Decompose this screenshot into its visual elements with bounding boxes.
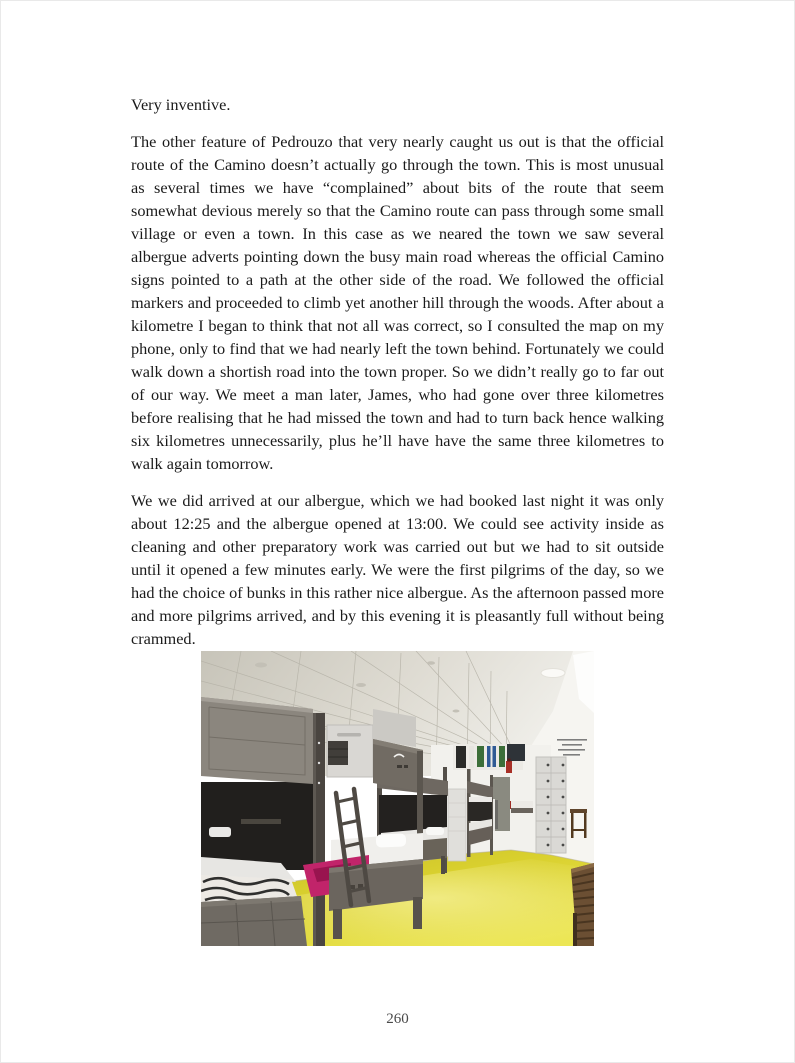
albergue-photo-scene	[201, 651, 594, 946]
paragraph-3: We we did arrived at our albergue, which we had booked last night it was only about 12:25 and the albergue opened at 13:00. We could see activity inside as cleaning and other preparatory work was carried out but we had to sit outside until it opened a few minutes early. We were the first pilgrims of the day, so we had the choice of bunks in this rather nice albergue. As the afternoon passed more and more pilgrims arrived, and by this evening it is pleasantly full without being crammed.	[131, 491, 664, 648]
paragraph-2: The other feature of Pedrouzo that very nearly caught us out is that the official route of the Camino doesn’t actually go through the town. This is most unusual as several times we have “complained” about bits of the route that seem somewhat devious merely so that the Camino route can pass through some small village or even a town. In this case as we neared the town we saw several albergue adverts pointing down the busy main road whereas the official Camino signs pointed to a path at the other side of the road. We followed the official markers and proceeded to climb yet another hill through the woods. After about a kilometre I began to think that not all was correct, so I consulted the map on my phone, only to find that we had nearly left the town behind. Fortunately we could walk down a shortish road into the town proper. So we didn’t really go to far out of our way. We meet a man later, James, who had gone over three kilometres before realising that he had missed the town and had to turn back hence walking six kilometres unnecessarily, plus he’ll have have the same three kilometres to walk again tomorrow.	[131, 132, 664, 473]
page-number: 260	[386, 1011, 409, 1027]
wooden-bench	[571, 863, 594, 946]
bunk-bed-left	[201, 697, 317, 946]
bunk-post	[313, 713, 325, 946]
paragraph-1: Very inventive.	[131, 95, 231, 114]
far-wall-colored-panels	[453, 744, 525, 770]
page-body	[131, 93, 664, 664]
albergue-photo	[201, 651, 594, 946]
